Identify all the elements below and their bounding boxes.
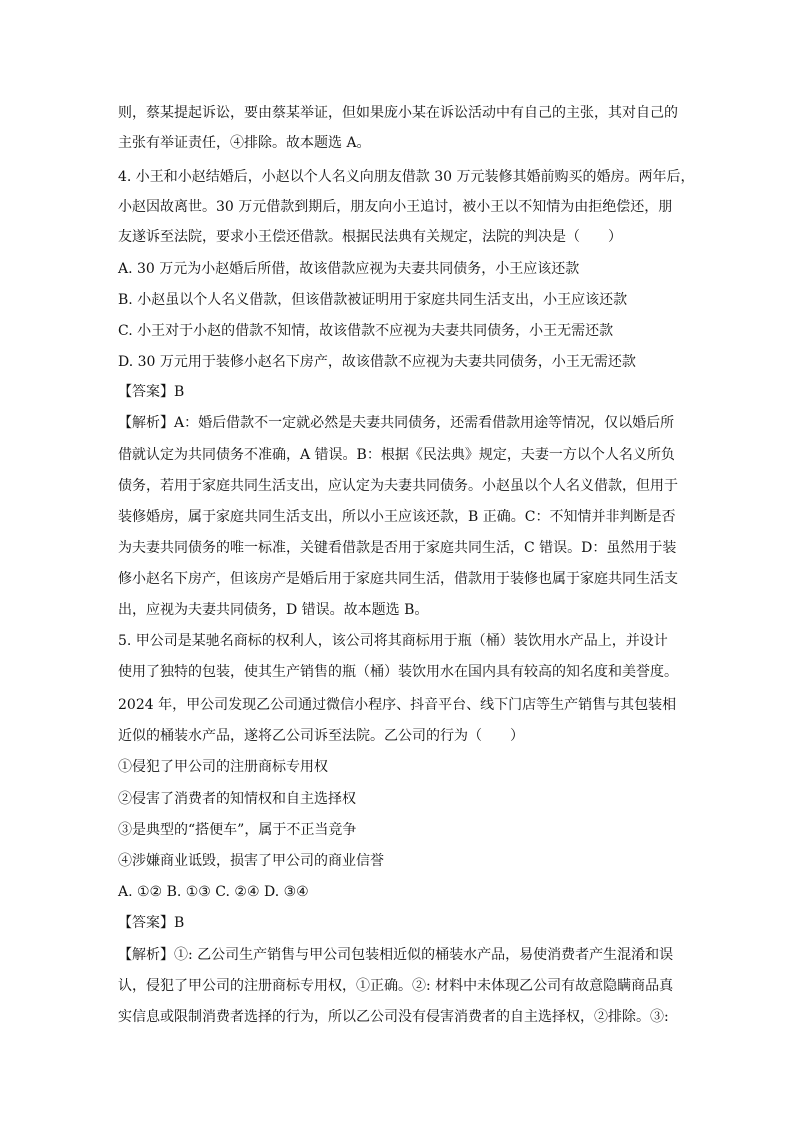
- text-line: 近似的桶装水产品，遂将乙公司诉至法院。乙公司的行为（ ）: [118, 728, 524, 744]
- answer-label: 【答案】B: [118, 915, 185, 931]
- option-a: A. 30 万元为小赵婚后所借，故该借款应视为夫妻共同债务，小王应该还款: [118, 261, 580, 277]
- text-line: 装修婚房，属于家庭共同生活支出，所以小王应该还款，B 正确。C：不知情并非判断是否: [118, 509, 676, 525]
- analysis-text: 【解析】①: 乙公司生产销售与甲公司包装相近似的桶装水产品，易使消费者产生混淆和误: [118, 947, 674, 963]
- answer-options: A. ①② B. ①③ C. ②④ D. ③④: [118, 884, 309, 900]
- text-line: 修小赵名下房产，但该房产是婚后用于家庭共同生活，借款用于装修也属于家庭共同生活支: [118, 571, 678, 587]
- statement-3: ③是典型的“搭便车”，属于不正当竞争: [118, 822, 357, 838]
- text-line: 使用了独特的包装，使其生产销售的瓶（桶）装饮用水在国内具有较高的知名度和美誉度。: [118, 664, 678, 680]
- statement-1: ①侵犯了甲公司的注册商标专用权: [118, 759, 328, 775]
- analysis-text: 【解析】A：婚后借款不一定就必然是夫妻共同债务，还需看借款用途等情况，仅以婚后所: [118, 415, 675, 431]
- option-c: C. 小王对于小赵的借款不知情，故该借款不应视为夫妻共同债务，小王无需还款: [118, 323, 614, 339]
- text-line: 主张有举证责任，④排除。故本题选 A。: [118, 135, 371, 151]
- question-4-stem: 4. 小王和小赵结婚后，小赵以个人名义向朋友借款 30 万元装修其婚前购买的婚房。两年后，: [118, 169, 695, 185]
- answer-label: 【答案】B: [118, 384, 185, 400]
- text-line: 则，蔡某提起诉讼，要由蔡某举证，但如果庞小某在诉讼活动中有自己的主张，其对自己的: [118, 105, 678, 121]
- option-b: B. 小赵虽以个人名义借款，但该借款被证明用于家庭共同生活支出，小王应该还款: [118, 292, 628, 308]
- question-5-stem: 5. 甲公司是某驰名商标的权利人，该公司将其商标用于瓶（桶）装饮用水产品上，并设计: [118, 633, 668, 649]
- text-line: 2024 年，甲公司发现乙公司通过微信小程序、抖音平台、线下门店等生产销售与其包装相: [118, 697, 677, 713]
- text-line: 认，侵犯了甲公司的注册商标专用权，①正确。②: 材料中未体现乙公司有故意隐瞒商品真: [118, 978, 674, 994]
- text-line: 债务，若用于家庭共同生活支出，应认定为夫妻共同债务。小赵虽以个人名义借款，但用于: [118, 478, 678, 494]
- text-line: 实信息或限制消费者选择的行为，所以乙公司没有侵害消费者的自主选择权，②排除。③:: [118, 1009, 669, 1025]
- statement-2: ②侵害了消费者的知情权和自主选择权: [118, 791, 356, 807]
- option-d: D. 30 万元用于装修小赵名下房产，故该借款不应视为夫妻共同债务，小王无需还款: [118, 354, 636, 370]
- text-line: 借就认定为共同债务不准确，A 错误。B：根据《民法典》规定，夫妻一方以个人名义所负: [118, 447, 675, 463]
- statement-4: ④涉嫌商业诋毁，损害了甲公司的商业信誉: [118, 853, 384, 869]
- text-line: 友遂诉至法院，要求小王偿还借款。根据民法典有关规定，法院的判决是（ ）: [118, 229, 622, 245]
- text-line: 为夫妻共同债务的唯一标准，关键看借款是否用于家庭共同生活，C 错误。D：虽然用于装: [118, 540, 677, 556]
- text-line: 小赵因故离世。30 万元借款到期后，朋友向小王追讨，被小王以不知情为由拒绝偿还，朋: [118, 199, 673, 215]
- text-line: 出，应视为夫妻共同债务，D 错误。故本题选 B。: [118, 602, 429, 618]
